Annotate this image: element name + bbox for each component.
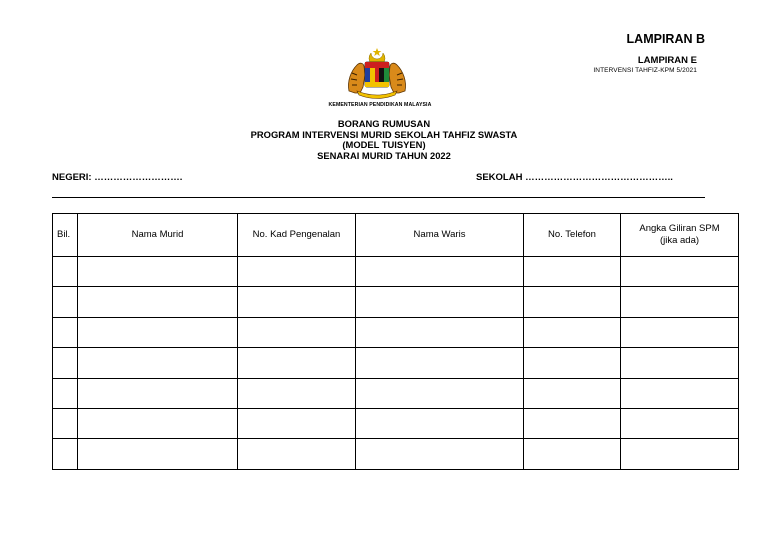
table-row — [53, 348, 739, 378]
cell-no-kad-pengenalan[interactable] — [238, 257, 356, 287]
sekolah-field[interactable]: SEKOLAH ……………………………………….. — [476, 172, 673, 183]
title-line-1: BORANG RUMUSAN — [337, 118, 431, 129]
title-line-2: PROGRAM INTERVENSI MURID SEKOLAH TAHFIZ SWASTA — [250, 128, 518, 140]
title-line-4: SENARAI MURID TAHUN 2022 — [317, 149, 451, 161]
cell-no-telefon[interactable] — [524, 408, 621, 438]
ministry-name: KEMENTERIAN PENDIDIKAN MALAYSIA — [328, 102, 432, 108]
cell-bil[interactable] — [53, 348, 78, 378]
cell-no-kad-pengenalan[interactable] — [238, 439, 356, 469]
title-line-3: (MODEL TUISYEN) — [342, 139, 426, 150]
cell-nama-murid[interactable] — [78, 287, 238, 317]
table-row — [53, 378, 739, 408]
header-nama-murid: Nama Murid — [78, 214, 238, 257]
cell-angka-giliran[interactable] — [621, 348, 739, 378]
cell-no-kad-pengenalan[interactable] — [238, 317, 356, 347]
cell-nama-waris[interactable] — [356, 348, 524, 378]
header-angka-giliran-label: Angka Giliran SPM — [639, 223, 720, 234]
cell-nama-waris[interactable] — [356, 439, 524, 469]
cell-nama-murid[interactable] — [78, 439, 238, 469]
cell-no-kad-pengenalan[interactable] — [238, 348, 356, 378]
cell-angka-giliran[interactable] — [621, 317, 739, 347]
student-list-table — [52, 213, 739, 470]
header-no-telefon: No. Telefon — [524, 214, 621, 257]
header-angka-giliran-spm — [621, 214, 739, 257]
cell-bil[interactable] — [53, 287, 78, 317]
cell-nama-waris[interactable] — [356, 257, 524, 287]
cell-nama-murid[interactable] — [78, 257, 238, 287]
cell-no-kad-pengenalan[interactable] — [238, 287, 356, 317]
cell-bil[interactable] — [53, 439, 78, 469]
table-row — [53, 408, 739, 438]
cell-no-telefon[interactable] — [524, 378, 621, 408]
cell-no-telefon[interactable] — [524, 317, 621, 347]
cell-no-kad-pengenalan[interactable] — [238, 378, 356, 408]
lampiran-b-label: LAMPIRAN B — [626, 32, 705, 46]
table-row — [53, 439, 739, 469]
cell-nama-waris[interactable] — [356, 408, 524, 438]
table-row — [53, 257, 739, 287]
table-row — [53, 317, 739, 347]
cell-angka-giliran[interactable] — [621, 378, 739, 408]
cell-angka-giliran[interactable] — [621, 287, 739, 317]
cell-bil[interactable] — [53, 408, 78, 438]
cell-nama-murid[interactable] — [78, 317, 238, 347]
negeri-field[interactable]: NEGERI: ………………………. — [52, 172, 183, 183]
reference-code: INTERVENSI TAHFIZ-KPM 5/2021 — [593, 67, 697, 74]
cell-nama-waris[interactable] — [356, 317, 524, 347]
cell-angka-giliran[interactable] — [621, 408, 739, 438]
header-no-kad-pengenalan: No. Kad Pengenalan — [238, 214, 356, 257]
divider-line — [52, 197, 705, 198]
cell-no-telefon[interactable] — [524, 287, 621, 317]
table-row — [53, 287, 739, 317]
table-header-row — [53, 214, 739, 257]
malaysia-coat-of-arms-logo — [343, 47, 411, 99]
cell-angka-giliran[interactable] — [621, 439, 739, 469]
cell-nama-waris[interactable] — [356, 287, 524, 317]
cell-nama-waris[interactable] — [356, 378, 524, 408]
header-nama-waris: Nama Waris — [356, 214, 524, 257]
cell-no-telefon[interactable] — [524, 439, 621, 469]
cell-nama-murid[interactable] — [78, 348, 238, 378]
cell-no-telefon[interactable] — [524, 348, 621, 378]
cell-nama-murid[interactable] — [78, 378, 238, 408]
lampiran-e-label: LAMPIRAN E — [637, 55, 697, 66]
header-bil: Bil. — [53, 214, 78, 257]
document-title-block — [184, 119, 584, 161]
header-angka-giliran-note: (jika ada) — [659, 235, 700, 246]
cell-bil[interactable] — [53, 257, 78, 287]
cell-bil[interactable] — [53, 317, 78, 347]
cell-no-telefon[interactable] — [524, 257, 621, 287]
cell-bil[interactable] — [53, 378, 78, 408]
cell-angka-giliran[interactable] — [621, 257, 739, 287]
table-body — [53, 257, 739, 470]
cell-no-kad-pengenalan[interactable] — [238, 408, 356, 438]
cell-nama-murid[interactable] — [78, 408, 238, 438]
